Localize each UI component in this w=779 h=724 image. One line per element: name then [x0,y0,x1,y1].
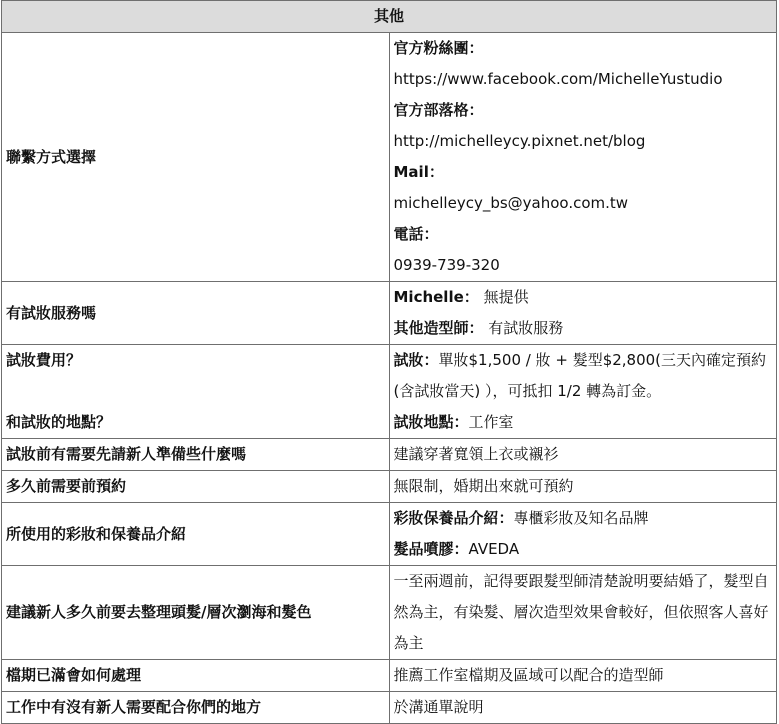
phone-label: 電話： [393,225,439,243]
mail-address: michelleycy_bs@yahoo.com.tw [393,194,629,212]
table-row [2,660,777,692]
place-text: 工作室 [468,413,514,431]
phone-number: 0939-739-320 [393,256,500,274]
question-cell: 試妝前有需要先請新人準備些什麼嗎 [2,439,390,471]
hair-spray-label: 髮品噴膠： [393,540,469,558]
michelle-text: 無提供 [483,288,529,306]
question-cell: 工作中有沒有新人需要配合你們的地方 [2,692,390,724]
table-row [2,566,777,660]
other-stylist-label: 其他造型師： [393,319,484,337]
info-table [1,0,777,724]
blog-url: http://michelleycy.pixnet.net/blog [393,132,646,150]
answer-cell [389,282,777,345]
question-cell: 檔期已滿會如何處理 [2,660,390,692]
answer-cell: 建議穿著寬領上衣或襯衫 [389,439,777,471]
table-row [2,33,777,282]
question-cell: 聯繫方式選擇 [2,33,390,282]
answer-cell: 一至兩週前，記得要跟髮型師清楚說明要結婚了，髮型自然為主，有染髮、層次造型效果會較好，但依照客人喜好為主 [389,566,777,660]
cosmetics-label: 彩妝保養品介紹： [393,509,514,527]
answer-cell [389,345,777,439]
answer-cell: 無限制，婚期出來就可預約 [389,471,777,503]
answer-cell: 推薦工作室檔期及區域可以配合的造型師 [389,660,777,692]
table-row [2,471,777,503]
facebook-url: https://www.facebook.com/MichelleYustudio [393,70,723,88]
question-cell: 有試妝服務嗎 [2,282,390,345]
table-row [2,282,777,345]
question-cell: 所使用的彩妝和保養品介紹 [2,503,390,566]
question-cell: 建議新人多久前要去整理頭髮/層次瀏海和髮色 [2,566,390,660]
michelle-label: Michelle： [393,288,479,306]
spacer [6,376,385,407]
table-row [2,439,777,471]
answer-cell [389,33,777,282]
table-header: 其他 [2,1,777,33]
hair-spray-text: AVEDA [468,540,520,558]
table-row [2,692,777,724]
cosmetics-text: 專櫃彩妝及知名品牌 [513,509,649,527]
other-stylist-text: 有試妝服務 [488,319,564,337]
facebook-label: 官方粉絲團： [393,39,484,57]
question-cell: 多久前需要前預約 [2,471,390,503]
answer-cell: 於溝通單說明 [389,692,777,724]
place-label: 試妝地點： [393,413,469,431]
question-cell [2,345,390,439]
table-header-row [2,1,777,33]
blog-label: 官方部落格： [393,101,484,119]
question-fee: 試妝費用？ [6,351,82,369]
table-row [2,503,777,566]
mail-label: Mail： [393,163,444,181]
fee-text: 單妝$1,500 / 妝 + 髮型$2,800(三天內確定預約(含試妝當天) ），可抵扣 1/2 轉為訂金。 [393,351,767,400]
table-row [2,345,777,439]
question-place: 和試妝的地點？ [6,413,112,431]
fee-label: 試妝： [393,351,439,369]
answer-cell [389,503,777,566]
